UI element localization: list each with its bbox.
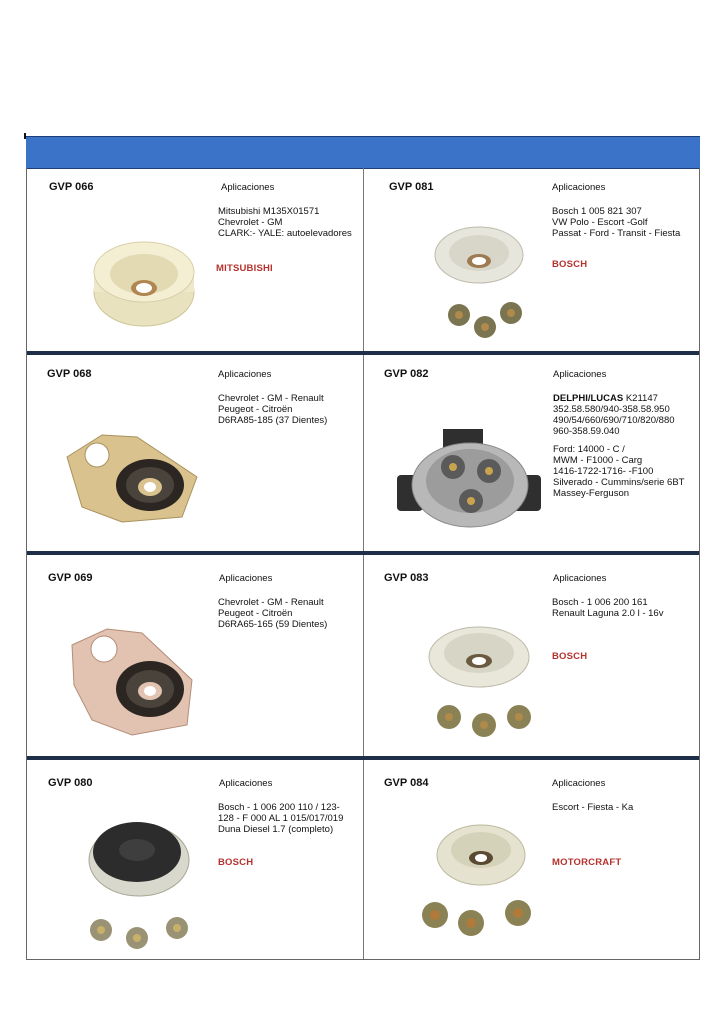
brand-label: MITSUBISHI <box>216 263 273 274</box>
product-code: GVP 068 <box>47 368 92 380</box>
product-card <box>363 355 699 551</box>
applications-label: Aplicaciones <box>552 182 606 193</box>
gear-plate-icon <box>62 427 202 527</box>
product-code: GVP 069 <box>48 572 93 584</box>
brand-label: BOSCH <box>552 651 588 662</box>
planetary-metal-gear-icon <box>395 425 545 535</box>
product-card <box>27 355 363 551</box>
brand-label: BOSCH <box>552 259 588 270</box>
product-row <box>27 168 699 351</box>
applications-label: Aplicaciones <box>553 369 607 380</box>
gear-plate-icon <box>62 625 202 740</box>
applications-text: Escort - Fiesta - Ka <box>552 802 634 813</box>
applications-text: Mitsubishi M135X01571 Chevrolet - GM CLARK:- YALE: autoelevadores <box>218 206 352 239</box>
applications-text: 352.58.580/940-358.58.950 490/54/660/690/710/820/880 960-358.59.040 <box>553 404 675 437</box>
product-code: GVP 080 <box>48 777 93 789</box>
applications-text: Bosch - 1 006 200 110 / 123- 128 - F 000 AL 1 015/017/019 Duna Diesel 1.7 (completo) <box>218 802 344 835</box>
ring-gear-nylon-icon <box>89 230 199 330</box>
applications-header <box>553 393 658 404</box>
applications-label: Aplicaciones <box>553 573 607 584</box>
applications-label: Aplicaciones <box>221 182 275 193</box>
applications-text: Chevrolet - GM - Renault Peugeot - Citroën D6RA85-185 (37 Dientes) <box>218 393 328 426</box>
product-card <box>27 168 363 351</box>
product-card <box>363 555 699 756</box>
brand-label: BOSCH <box>218 857 254 868</box>
applications-text-extra: Ford: 14000 - C / MWM - F1000 - Carg 1416-1722-1716- -F100 Silverado - Cummins/serie 6BT Massey-Ferguson <box>553 444 685 499</box>
applications-text: Bosch 1 005 821 307 VW Polo - Escort -Golf Passat - Ford - Transit - Fiesta <box>552 206 681 239</box>
brand-label: MOTORCRAFT <box>552 857 622 868</box>
product-code: GVP 084 <box>384 777 429 789</box>
product-code: GVP 083 <box>384 572 429 584</box>
product-row <box>27 555 699 756</box>
applications-label: Aplicaciones <box>219 778 273 789</box>
planetary-black-housing-icon <box>79 800 199 950</box>
product-row <box>27 355 699 551</box>
product-card <box>363 760 699 959</box>
product-card <box>363 168 699 351</box>
planetary-gear-set-icon <box>429 213 529 343</box>
planetary-gear-set-icon <box>401 800 541 950</box>
product-code: GVP 082 <box>384 368 429 380</box>
product-card <box>27 555 363 756</box>
header-banner <box>26 136 700 169</box>
product-code: GVP 066 <box>49 181 94 193</box>
brand-strong: DELPHI/LUCAS <box>553 393 624 404</box>
product-row <box>27 760 699 959</box>
applications-label: Aplicaciones <box>218 369 272 380</box>
applications-label: Aplicaciones <box>219 573 273 584</box>
part-number: K21147 <box>623 393 658 404</box>
product-grid <box>26 168 700 960</box>
applications-label: Aplicaciones <box>552 778 606 789</box>
product-card <box>27 760 363 959</box>
product-code: GVP 081 <box>389 181 434 193</box>
applications-text: Chevrolet - GM - Renault Peugeot - Citroën D6RA65-165 (59 Dientes) <box>218 597 328 630</box>
planetary-gear-set-icon <box>417 605 547 745</box>
applications-text: Bosch - 1 006 200 161 Renault Laguna 2.0 l - 16v <box>552 597 664 619</box>
